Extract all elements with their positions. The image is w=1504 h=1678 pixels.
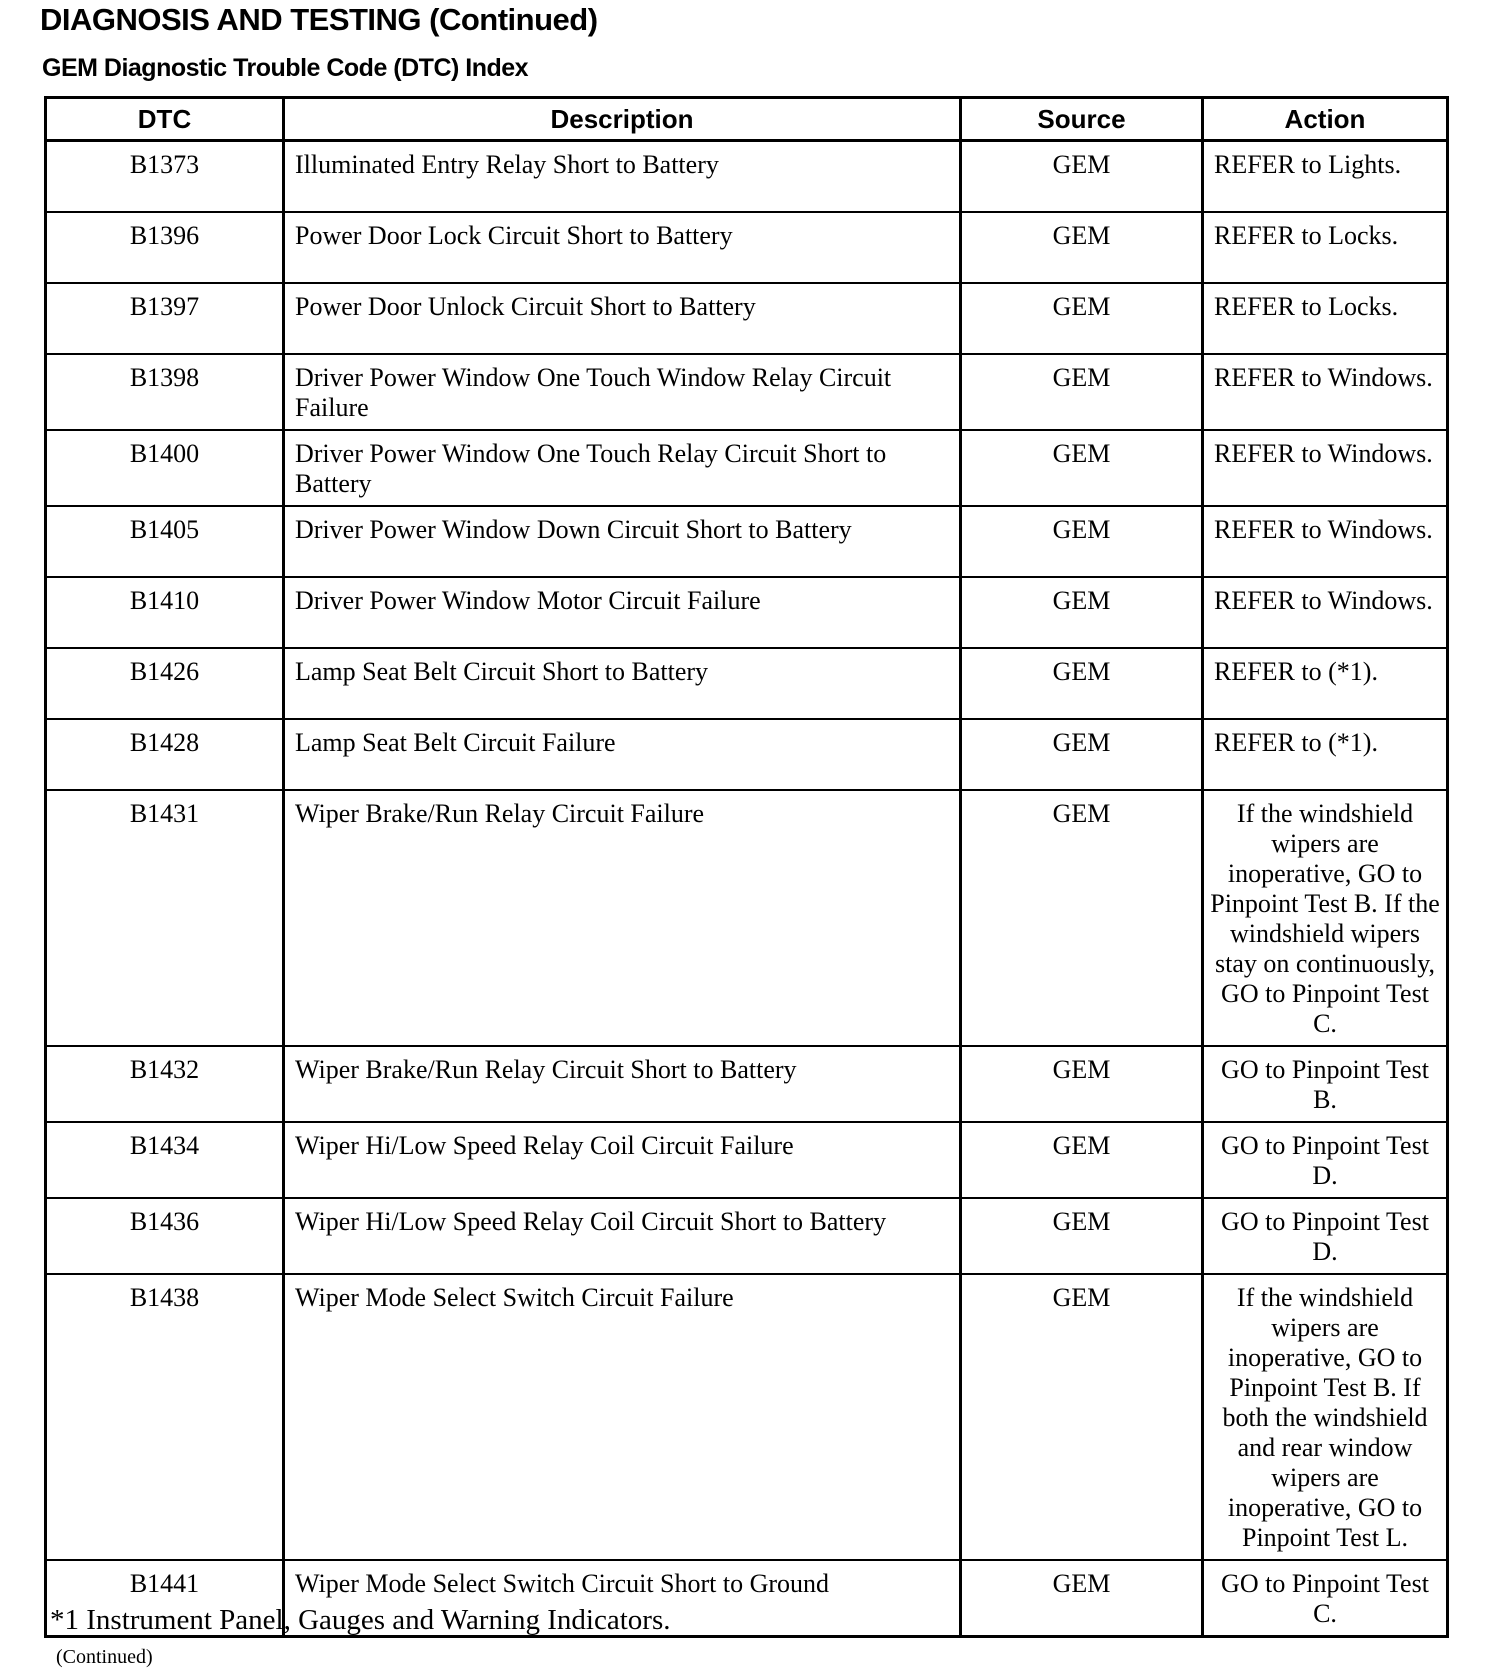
dtc-code: B1428 [46, 719, 284, 790]
dtc-description: Driver Power Window One Touch Window Relay Circuit Failure [284, 354, 961, 430]
dtc-action: If the windshield wipers are inoperative, GO to Pinpoint Test B. If both the windshield and rear window wipers are inoperative, GO to Pinpoint Test L. [1203, 1274, 1448, 1560]
footnote: *1 Instrument Panel, Gauges and Warning Indicators. [50, 1604, 671, 1636]
dtc-code: B1434 [46, 1122, 284, 1198]
column-header-description: Description [284, 98, 961, 141]
dtc-action: REFER to Windows. [1203, 577, 1448, 648]
column-header-dtc: DTC [46, 98, 284, 141]
table-row [46, 212, 1448, 283]
dtc-code: B1426 [46, 648, 284, 719]
dtc-action: REFER to Windows. [1203, 506, 1448, 577]
table-row [46, 283, 1448, 354]
dtc-code: B1410 [46, 577, 284, 648]
dtc-source: GEM [961, 577, 1203, 648]
continued-label: (Continued) [56, 1646, 153, 1668]
dtc-code: B1373 [46, 141, 284, 212]
dtc-description: Driver Power Window One Touch Relay Circuit Short to Battery [284, 430, 961, 506]
dtc-index-table [44, 96, 1449, 1638]
dtc-code: B1397 [46, 283, 284, 354]
dtc-code: B1438 [46, 1274, 284, 1560]
dtc-action: REFER to Locks. [1203, 212, 1448, 283]
dtc-description: Power Door Unlock Circuit Short to Battery [284, 283, 961, 354]
table-row [46, 1046, 1448, 1122]
dtc-code: B1431 [46, 790, 284, 1046]
dtc-description: Wiper Brake/Run Relay Circuit Short to Battery [284, 1046, 961, 1122]
dtc-code: B1405 [46, 506, 284, 577]
table-header-row [46, 98, 1448, 141]
dtc-description: Lamp Seat Belt Circuit Short to Battery [284, 648, 961, 719]
table-row [46, 1122, 1448, 1198]
dtc-source: GEM [961, 1198, 1203, 1274]
table-row [46, 648, 1448, 719]
dtc-action: REFER to Windows. [1203, 430, 1448, 506]
dtc-action: GO to Pinpoint Test B. [1203, 1046, 1448, 1122]
dtc-description: Wiper Mode Select Switch Circuit Short to Ground [284, 1560, 961, 1637]
dtc-code: B1398 [46, 354, 284, 430]
table-row [46, 141, 1448, 212]
dtc-action: REFER to (*1). [1203, 648, 1448, 719]
dtc-code: B1436 [46, 1198, 284, 1274]
dtc-action: REFER to Windows. [1203, 354, 1448, 430]
dtc-description: Wiper Brake/Run Relay Circuit Failure [284, 790, 961, 1046]
dtc-action: If the windshield wipers are inoperative, GO to Pinpoint Test B. If the windshield wipers stay on continuously, GO to Pinpoint Test C. [1203, 790, 1448, 1046]
dtc-description: Lamp Seat Belt Circuit Failure [284, 719, 961, 790]
table-row [46, 577, 1448, 648]
dtc-source: GEM [961, 1274, 1203, 1560]
dtc-description: Wiper Hi/Low Speed Relay Coil Circuit Failure [284, 1122, 961, 1198]
dtc-description: Wiper Mode Select Switch Circuit Failure [284, 1274, 961, 1560]
dtc-description: Wiper Hi/Low Speed Relay Coil Circuit Short to Battery [284, 1198, 961, 1274]
table-row [46, 719, 1448, 790]
dtc-source: GEM [961, 1046, 1203, 1122]
dtc-source: GEM [961, 648, 1203, 719]
column-header-action: Action [1203, 98, 1448, 141]
dtc-description: Driver Power Window Motor Circuit Failure [284, 577, 961, 648]
table-row [46, 506, 1448, 577]
column-header-source: Source [961, 98, 1203, 141]
dtc-source: GEM [961, 141, 1203, 212]
dtc-description: Driver Power Window Down Circuit Short to Battery [284, 506, 961, 577]
table-title: GEM Diagnostic Trouble Code (DTC) Index [42, 54, 529, 82]
dtc-source: GEM [961, 430, 1203, 506]
dtc-action: GO to Pinpoint Test D. [1203, 1122, 1448, 1198]
table-row [46, 354, 1448, 430]
dtc-source: GEM [961, 1122, 1203, 1198]
dtc-code: B1400 [46, 430, 284, 506]
dtc-source: GEM [961, 719, 1203, 790]
dtc-action: GO to Pinpoint Test C. [1203, 1560, 1448, 1637]
table-row [46, 430, 1448, 506]
dtc-source: GEM [961, 1560, 1203, 1637]
table-row [46, 1274, 1448, 1560]
dtc-action: GO to Pinpoint Test D. [1203, 1198, 1448, 1274]
dtc-description: Power Door Lock Circuit Short to Battery [284, 212, 961, 283]
table-row [46, 790, 1448, 1046]
page-title: DIAGNOSIS AND TESTING (Continued) [40, 2, 598, 37]
dtc-action: REFER to Locks. [1203, 283, 1448, 354]
dtc-source: GEM [961, 790, 1203, 1046]
dtc-code: B1432 [46, 1046, 284, 1122]
table-row [46, 1198, 1448, 1274]
dtc-source: GEM [961, 212, 1203, 283]
dtc-description: Illuminated Entry Relay Short to Battery [284, 141, 961, 212]
dtc-source: GEM [961, 354, 1203, 430]
dtc-source: GEM [961, 283, 1203, 354]
dtc-code: B1441 [46, 1560, 284, 1637]
dtc-action: REFER to Lights. [1203, 141, 1448, 212]
dtc-code: B1396 [46, 212, 284, 283]
dtc-source: GEM [961, 506, 1203, 577]
dtc-action: REFER to (*1). [1203, 719, 1448, 790]
